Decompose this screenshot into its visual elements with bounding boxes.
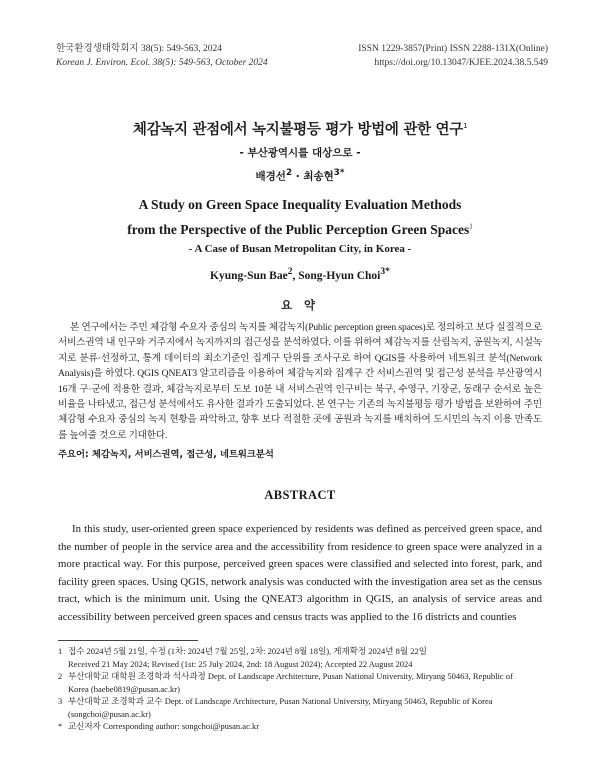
footnote-3: 3 부산대학교 조경학과 교수 Dept. of Landscape Architecture, Pusan National University, Miryang 50463, Republic of Korea (songchoi@pusan.ac.kr) bbox=[58, 696, 493, 719]
summary-ko-body: 본 연구에서는 주민 체감형 수요자 중심의 녹지를 체감녹지(Public perception green spaces)로 정의하고 보다 실질적으로 서비스권역 내 인구와 거주지에서 녹지까지의 접근성을 분석하였다. 이를 위하여 체감녹지를 산림녹지, 공원녹지, 시설녹지로 분류·선정하고, 통계 데이터의 최소기준인 집계구 단위를 조사구로 하여 QGIS를 사용하여 네트워크 분석(Network Analysis)을 하였다. QGIS QNEAT3 알고리즘을 이용하여 체감녹지와 집계구 간 서비스권역 및 접근성 분석을 부산광역시 16개 구·군에 적용한 결과, 체감녹지로부터 도보 10분 내 서비스권역 인구비는 북구, 수영구, 기장군, 동래구 순서로 높은 비율을 나타냈고, 접근성 분석에서도 유사한 결과가 도출되었다. 본 연구는 기존의 녹지불평등 평가 방법을 보완하여 주민 체감형 수요자 중심의 녹지 현황을 파악하고, 향후 보다 적절한 곳에 공원과 녹지를 배치하여 도시민의 녹지 이용 만족도를 높여줄 것으로 기대한다. bbox=[58, 322, 542, 441]
journal-name-ko: 한국환경생태학회지 38(5): 549-563, 2024 bbox=[56, 44, 222, 54]
footnote-2: 2 부산대학교 대학원 조경학과 석사과정 Dept. of Landscape Architecture, Pusan National University, Miryang 50463, Republic of Korea (baebe0819@pusan.ac.kr) bbox=[58, 671, 513, 694]
paper-title-en-line1: A Study on Green Space Inequality Evaluation Methods bbox=[138, 197, 462, 212]
authors-ko: 배경선$^2$ · 최송현$^{3*}$ bbox=[255, 168, 345, 183]
keywords-ko: 주요어: 체감녹지, 서비스권역, 접근성, 네트워크분석 bbox=[58, 449, 274, 460]
paper-subtitle-en: - A Case of Busan Metropolitan City, in Korea - bbox=[188, 243, 412, 255]
issn: ISSN 1229-3857(Print) ISSN 2288-131X(Online) bbox=[358, 44, 548, 54]
doi-link[interactable]: https://doi.org/10.13047/KJEE.2024.38.5.549 bbox=[374, 58, 548, 68]
summary-heading: 요 약 bbox=[280, 298, 320, 312]
authors-en: Kyung-Sun Bae$^2$, Song-Hyun Choi$^{3*}$ bbox=[210, 266, 390, 282]
footnote-corresponding: * 교신저자 Corresponding author: songchoi@pusan.ac.kr bbox=[58, 721, 260, 731]
journal-header-left bbox=[56, 42, 268, 70]
abstract-heading: ABSTRACT bbox=[264, 488, 336, 502]
paper-title-en-line2: from the Perspective of the Public Perception Green Spaces$^1$ bbox=[127, 222, 473, 237]
footnote-1: 1 접수 2024년 5월 21일, 수정 (1차: 2024년 7월 25일, 2차: 2024년 8월 18일), 게재확정 2024년 8월 22일 Received 21 May 2024; Revised (1st: 25 July 2024, 2nd: 18 August 2024); Accepted 22 August 2024 bbox=[58, 646, 427, 669]
paper-title-ko: 체감녹지 관점에서 녹지불평등 평가 방법에 관한 연구$^1$ bbox=[132, 122, 468, 138]
abstract-en-body: In this study, user-oriented green space experienced by residents was defined as perceived green space, and the number of people in the service area and the accessibility from residence to green space were analyzed in a more practical way. For this purpose, perceived green spaces were classified and selected into forest, park, and facility green spaces. Using QGIS, network analysis was conducted with the investigation area set as the census tract, which is the minimum unit. Using the QNEAT3 algorithm in QGIS, an analysis of service areas and accessibility between perceived green spaces and census tracts was applied to the 16 districts and counties bbox=[58, 523, 542, 623]
footnotes bbox=[58, 645, 548, 733]
journal-header-right bbox=[358, 42, 548, 70]
title-footnote-mark: 1 bbox=[462, 122, 468, 131]
paper-subtitle-ko: - 부산광역시를 대상으로 - bbox=[239, 147, 361, 159]
journal-name-en: Korean J. Environ. Ecol. 38(5): 549-563, October 2024 bbox=[56, 58, 268, 68]
footnote-divider bbox=[58, 640, 198, 641]
